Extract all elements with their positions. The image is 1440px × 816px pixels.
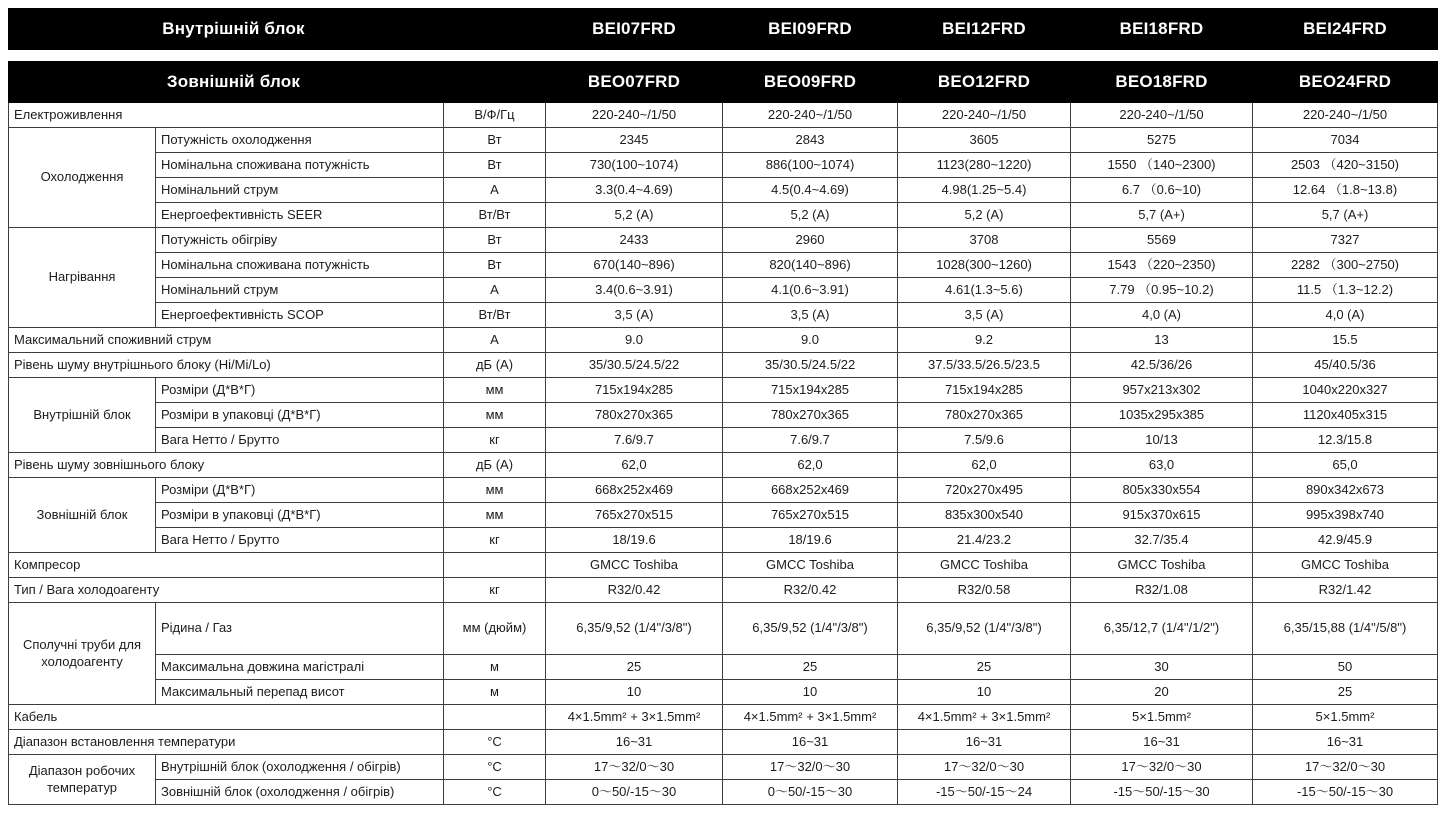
unit-cell: Вт/Вт — [444, 303, 546, 328]
value-cell: 3605 — [898, 128, 1071, 153]
value-cell: 16~31 — [1253, 730, 1438, 755]
outdoor-unit-title: Зовнішній блок — [9, 62, 546, 103]
value-cell: 220-240~/1/50 — [898, 103, 1071, 128]
value-cell: GMCC Toshiba — [723, 553, 898, 578]
value-cell: 62,0 — [898, 453, 1071, 478]
unit-cell: м — [444, 655, 546, 680]
value-cell: 1035x295x385 — [1071, 403, 1253, 428]
value-cell: 7.5/9.6 — [898, 428, 1071, 453]
unit-cell: Вт — [444, 253, 546, 278]
value-cell: 17～32/0～30 — [1253, 755, 1438, 780]
row-label: Розміри в упаковці (Д*В*Г) — [156, 403, 444, 428]
table-row — [9, 103, 1438, 128]
value-cell: 2960 — [723, 228, 898, 253]
table-row — [9, 378, 1438, 403]
value-cell: 16~31 — [898, 730, 1071, 755]
row-label: Номінальний струм — [156, 178, 444, 203]
value-cell: R32/0.58 — [898, 578, 1071, 603]
value-cell: GMCC Toshiba — [1253, 553, 1438, 578]
value-cell: 2503 （420~3150) — [1253, 153, 1438, 178]
outdoor-model-cell: BEO24FRD — [1253, 62, 1438, 103]
value-cell: GMCC Toshiba — [898, 553, 1071, 578]
value-cell: 890x342x673 — [1253, 478, 1438, 503]
value-cell: 7327 — [1253, 228, 1438, 253]
value-cell: 4.98(1.25~5.4) — [898, 178, 1071, 203]
value-cell: 668x252x469 — [546, 478, 723, 503]
table-row — [9, 153, 1438, 178]
unit-cell: мм — [444, 403, 546, 428]
row-label: Рідина / Газ — [156, 603, 444, 655]
value-cell: 765x270x515 — [723, 503, 898, 528]
group-label: Сполучні труби для холодоагенту — [9, 603, 156, 705]
value-cell: R32/0.42 — [723, 578, 898, 603]
indoor-unit-title: Внутрішній блок — [9, 9, 546, 50]
value-cell: 35/30.5/24.5/22 — [723, 353, 898, 378]
value-cell: 805x330x554 — [1071, 478, 1253, 503]
value-cell: 10 — [546, 680, 723, 705]
row-label: Зовнішній блок (охолодження / обігрів) — [156, 780, 444, 805]
value-cell: 5,7 (A+) — [1071, 203, 1253, 228]
table-row — [9, 578, 1438, 603]
value-cell: 220-240~/1/50 — [1253, 103, 1438, 128]
value-cell: 670(140~896) — [546, 253, 723, 278]
table-row — [9, 253, 1438, 278]
indoor-model-cell: BEI24FRD — [1253, 9, 1438, 50]
value-cell: 0～50/-15～30 — [723, 780, 898, 805]
value-cell: 2282 （300~2750) — [1253, 253, 1438, 278]
row-label: Номінальна споживана потужність — [156, 253, 444, 278]
row-label: Тип / Вага холодоагенту — [9, 578, 444, 603]
value-cell: 2345 — [546, 128, 723, 153]
value-cell: 820(140~896) — [723, 253, 898, 278]
value-cell: 5,2 (A) — [898, 203, 1071, 228]
unit-cell: кг — [444, 578, 546, 603]
row-label: Енергоефективність SEER — [156, 203, 444, 228]
indoor-header-row — [9, 9, 1438, 50]
value-cell: 720x270x495 — [898, 478, 1071, 503]
value-cell: 18/19.6 — [723, 528, 898, 553]
value-cell: 2433 — [546, 228, 723, 253]
table-row — [9, 453, 1438, 478]
value-cell: 10/13 — [1071, 428, 1253, 453]
value-cell: 25 — [1253, 680, 1438, 705]
value-cell: 25 — [546, 655, 723, 680]
value-cell: 17～32/0～30 — [898, 755, 1071, 780]
value-cell: 6,35/15,88 (1/4"/5/8") — [1253, 603, 1438, 655]
table-row — [9, 730, 1438, 755]
value-cell: 957x213x302 — [1071, 378, 1253, 403]
row-label: Розміри (Д*В*Г) — [156, 478, 444, 503]
value-cell: 6,35/12,7 (1/4"/1/2") — [1071, 603, 1253, 655]
value-cell: 16~31 — [723, 730, 898, 755]
value-cell: 5,2 (A) — [546, 203, 723, 228]
group-label: Охолодження — [9, 128, 156, 228]
value-cell: -15～50/-15～30 — [1071, 780, 1253, 805]
value-cell: R32/1.42 — [1253, 578, 1438, 603]
value-cell: 3.4(0.6~3.91) — [546, 278, 723, 303]
value-cell: 3708 — [898, 228, 1071, 253]
value-cell: 30 — [1071, 655, 1253, 680]
value-cell: 220-240~/1/50 — [546, 103, 723, 128]
table-row — [9, 403, 1438, 428]
value-cell: 6.7 （0.6~10) — [1071, 178, 1253, 203]
unit-cell: °С — [444, 780, 546, 805]
header-spacer-row — [9, 50, 1438, 62]
value-cell: 25 — [898, 655, 1071, 680]
value-cell: 9.0 — [546, 328, 723, 353]
unit-cell: °С — [444, 755, 546, 780]
value-cell: 5,7 (A+) — [1253, 203, 1438, 228]
value-cell: 0～50/-15～30 — [546, 780, 723, 805]
unit-cell: мм — [444, 378, 546, 403]
value-cell: R32/0.42 — [546, 578, 723, 603]
group-label: Нагрівання — [9, 228, 156, 328]
value-cell: 886(100~1074) — [723, 153, 898, 178]
value-cell: 1028(300~1260) — [898, 253, 1071, 278]
value-cell: 62,0 — [723, 453, 898, 478]
unit-cell — [444, 705, 546, 730]
value-cell: 1120x405x315 — [1253, 403, 1438, 428]
unit-cell: В/Ф/Гц — [444, 103, 546, 128]
unit-cell: Вт/Вт — [444, 203, 546, 228]
unit-cell: м — [444, 680, 546, 705]
unit-cell: А — [444, 328, 546, 353]
value-cell: 715x194x285 — [723, 378, 898, 403]
table-row — [9, 478, 1438, 503]
value-cell: 765x270x515 — [546, 503, 723, 528]
value-cell: 220-240~/1/50 — [723, 103, 898, 128]
value-cell: 5×1.5mm² — [1253, 705, 1438, 730]
spacer-cell — [9, 50, 1438, 62]
row-label: Розміри (Д*В*Г) — [156, 378, 444, 403]
value-cell: 715x194x285 — [546, 378, 723, 403]
outdoor-model-cell: BEO12FRD — [898, 62, 1071, 103]
value-cell: 35/30.5/24.5/22 — [546, 353, 723, 378]
value-cell: 10 — [898, 680, 1071, 705]
table-row — [9, 178, 1438, 203]
row-label: Електроживлення — [9, 103, 444, 128]
row-label: Максимальный перепад висот — [156, 680, 444, 705]
row-label: Максимальний споживний струм — [9, 328, 444, 353]
value-cell: 915x370x615 — [1071, 503, 1253, 528]
value-cell: 12.64 （1.8~13.8) — [1253, 178, 1438, 203]
table-row — [9, 328, 1438, 353]
table-row — [9, 780, 1438, 805]
value-cell: 16~31 — [546, 730, 723, 755]
outdoor-header-row — [9, 62, 1438, 103]
value-cell: 45/40.5/36 — [1253, 353, 1438, 378]
unit-cell: мм — [444, 478, 546, 503]
value-cell: 65,0 — [1253, 453, 1438, 478]
table-row — [9, 228, 1438, 253]
group-label: Зовнішній блок — [9, 478, 156, 553]
value-cell: 20 — [1071, 680, 1253, 705]
value-cell: 4,0 (A) — [1253, 303, 1438, 328]
value-cell: 995x398x740 — [1253, 503, 1438, 528]
unit-cell: °С — [444, 730, 546, 755]
value-cell: -15～50/-15～24 — [898, 780, 1071, 805]
value-cell: 7.79 （0.95~10.2) — [1071, 278, 1253, 303]
value-cell: 1123(280~1220) — [898, 153, 1071, 178]
value-cell: 10 — [723, 680, 898, 705]
row-label: Внутрішній блок (охолодження / обігрів) — [156, 755, 444, 780]
value-cell: 42.5/36/26 — [1071, 353, 1253, 378]
value-cell: 5569 — [1071, 228, 1253, 253]
value-cell: 32.7/35.4 — [1071, 528, 1253, 553]
table-row — [9, 278, 1438, 303]
value-cell: 6,35/9,52 (1/4"/3/8") — [546, 603, 723, 655]
table-row — [9, 128, 1438, 153]
unit-cell: кг — [444, 528, 546, 553]
unit-cell: Вт — [444, 228, 546, 253]
unit-cell: А — [444, 178, 546, 203]
value-cell: 37.5/33.5/26.5/23.5 — [898, 353, 1071, 378]
value-cell: 12.3/15.8 — [1253, 428, 1438, 453]
value-cell: 9.2 — [898, 328, 1071, 353]
value-cell: 3,5 (A) — [898, 303, 1071, 328]
row-label: Вага Нетто / Брутто — [156, 528, 444, 553]
value-cell: 220-240~/1/50 — [1071, 103, 1253, 128]
unit-cell: дБ (А) — [444, 353, 546, 378]
table-row — [9, 303, 1438, 328]
value-cell: 25 — [723, 655, 898, 680]
value-cell: 835x300x540 — [898, 503, 1071, 528]
table-row — [9, 353, 1438, 378]
value-cell: 4×1.5mm² + 3×1.5mm² — [546, 705, 723, 730]
indoor-model-cell: BEI18FRD — [1071, 9, 1253, 50]
table-row — [9, 705, 1438, 730]
indoor-model-cell: BEI07FRD — [546, 9, 723, 50]
unit-cell: Вт — [444, 128, 546, 153]
row-label: Максимальна довжина магістралі — [156, 655, 444, 680]
row-label: Діапазон встановлення температури — [9, 730, 444, 755]
value-cell: 11.5 （1.3~12.2) — [1253, 278, 1438, 303]
value-cell: 715x194x285 — [898, 378, 1071, 403]
row-label: Кабель — [9, 705, 444, 730]
value-cell: 63,0 — [1071, 453, 1253, 478]
unit-cell — [444, 553, 546, 578]
value-cell: 7034 — [1253, 128, 1438, 153]
value-cell: 50 — [1253, 655, 1438, 680]
row-label: Рівень шуму внутрішнього блоку (Hi/Mi/Lo) — [9, 353, 444, 378]
value-cell: 17～32/0～30 — [546, 755, 723, 780]
value-cell: 3,5 (A) — [723, 303, 898, 328]
value-cell: 6,35/9,52 (1/4"/3/8") — [723, 603, 898, 655]
value-cell: 13 — [1071, 328, 1253, 353]
value-cell: 5,2 (A) — [723, 203, 898, 228]
value-cell: 668x252x469 — [723, 478, 898, 503]
table-row — [9, 528, 1438, 553]
value-cell: 3.3(0.4~4.69) — [546, 178, 723, 203]
row-label: Рівень шуму зовнішнього блоку — [9, 453, 444, 478]
value-cell: 5×1.5mm² — [1071, 705, 1253, 730]
value-cell: 5275 — [1071, 128, 1253, 153]
table-row — [9, 680, 1438, 705]
outdoor-model-cell: BEO09FRD — [723, 62, 898, 103]
value-cell: 780x270x365 — [898, 403, 1071, 428]
unit-cell: Вт — [444, 153, 546, 178]
value-cell: 1543 （220~2350) — [1071, 253, 1253, 278]
outdoor-model-cell: BEO07FRD — [546, 62, 723, 103]
value-cell: 62,0 — [546, 453, 723, 478]
table-row — [9, 503, 1438, 528]
table-row — [9, 203, 1438, 228]
table-row — [9, 428, 1438, 453]
row-label: Номінальний струм — [156, 278, 444, 303]
row-label: Потужність охолодження — [156, 128, 444, 153]
unit-cell: дБ (А) — [444, 453, 546, 478]
table-row — [9, 603, 1438, 655]
value-cell: GMCC Toshiba — [1071, 553, 1253, 578]
table-row — [9, 553, 1438, 578]
value-cell: GMCC Toshiba — [546, 553, 723, 578]
row-label: Потужність обігріву — [156, 228, 444, 253]
value-cell: 4×1.5mm² + 3×1.5mm² — [898, 705, 1071, 730]
unit-cell: А — [444, 278, 546, 303]
row-label: Компресор — [9, 553, 444, 578]
value-cell: R32/1.08 — [1071, 578, 1253, 603]
value-cell: 21.4/23.2 — [898, 528, 1071, 553]
value-cell: 18/19.6 — [546, 528, 723, 553]
group-label: Внутрішній блок — [9, 378, 156, 453]
value-cell: 780x270x365 — [546, 403, 723, 428]
value-cell: 1040x220x327 — [1253, 378, 1438, 403]
row-label: Вага Нетто / Брутто — [156, 428, 444, 453]
row-label: Номінальна споживана потужність — [156, 153, 444, 178]
value-cell: 1550 （140~2300) — [1071, 153, 1253, 178]
value-cell: 7.6/9.7 — [546, 428, 723, 453]
value-cell: 9.0 — [723, 328, 898, 353]
value-cell: 730(100~1074) — [546, 153, 723, 178]
table-row — [9, 755, 1438, 780]
value-cell: 4,0 (A) — [1071, 303, 1253, 328]
value-cell: 4.5(0.4~4.69) — [723, 178, 898, 203]
value-cell: 17～32/0～30 — [1071, 755, 1253, 780]
value-cell: 6,35/9,52 (1/4"/3/8") — [898, 603, 1071, 655]
unit-cell: мм — [444, 503, 546, 528]
table-row — [9, 655, 1438, 680]
value-cell: 7.6/9.7 — [723, 428, 898, 453]
unit-cell: кг — [444, 428, 546, 453]
value-cell: 4×1.5mm² + 3×1.5mm² — [723, 705, 898, 730]
value-cell: 4.1(0.6~3.91) — [723, 278, 898, 303]
outdoor-model-cell: BEO18FRD — [1071, 62, 1253, 103]
value-cell: 42.9/45.9 — [1253, 528, 1438, 553]
unit-cell: мм (дюйм) — [444, 603, 546, 655]
value-cell: -15～50/-15～30 — [1253, 780, 1438, 805]
value-cell: 17～32/0～30 — [723, 755, 898, 780]
value-cell: 780x270x365 — [723, 403, 898, 428]
value-cell: 15.5 — [1253, 328, 1438, 353]
value-cell: 2843 — [723, 128, 898, 153]
value-cell: 4.61(1.3~5.6) — [898, 278, 1071, 303]
indoor-model-cell: BEI09FRD — [723, 9, 898, 50]
group-label: Діапазон робочих температур — [9, 755, 156, 805]
value-cell: 16~31 — [1071, 730, 1253, 755]
value-cell: 3,5 (A) — [546, 303, 723, 328]
row-label: Енергоефективність SCOP — [156, 303, 444, 328]
row-label: Розміри в упаковці (Д*В*Г) — [156, 503, 444, 528]
spec-table — [8, 8, 1438, 805]
indoor-model-cell: BEI12FRD — [898, 9, 1071, 50]
